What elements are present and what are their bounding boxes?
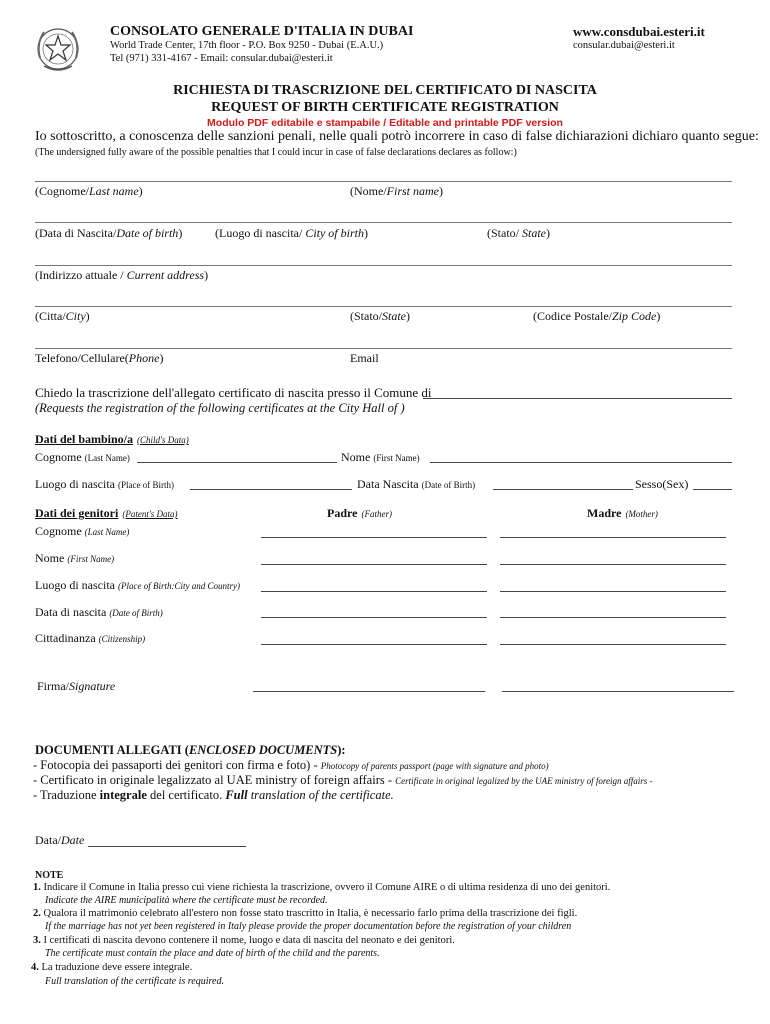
father-firstname-field[interactable]: [261, 564, 487, 565]
child-firstname-label: Nome (First Name): [341, 450, 420, 464]
intro-english: (The undersigned fully aware of the possible penalties that I could incur in case of false declarations declares as follow:): [35, 147, 517, 158]
birth-line[interactable]: [35, 222, 732, 223]
date-label: Data/Date: [35, 833, 85, 847]
child-section-title: Dati del bambino/a (Child's Data): [35, 432, 189, 446]
applicant-address-label: (Indirizzo attuale / Current address): [35, 268, 209, 282]
mother-signature-field[interactable]: [502, 691, 734, 692]
parent-pob-label: Luogo di nascita (Place of Birth:City and Country): [35, 578, 240, 592]
note-4: 4. La traduzione deve essere integrale.: [31, 962, 193, 973]
father-citizenship-field[interactable]: [261, 644, 487, 645]
applicant-phone-label: Telefono/Cellulare(Phone): [35, 351, 164, 365]
consulate-address: World Trade Center, 17th floor - P.O. Box 9250 - Dubai (E.A.U.): [110, 40, 384, 51]
parent-lastname-label: Cognome (Last Name): [35, 524, 130, 538]
note-2: 2. Qualora il matrimonio celebrato all'estero non fosse stato trascritto in Italia, è necessario farlo prima della trascrizione dei figli.: [33, 908, 578, 919]
mother-dob-field[interactable]: [500, 617, 726, 618]
consulate-contact: Tel (971) 331-4167 - Email: consular.dubai@esteri.it: [110, 53, 333, 64]
note-1-english: Indicate the AIRE municipalità where the certificate must be recorded.: [45, 895, 328, 906]
child-sex-field[interactable]: [693, 489, 732, 490]
phone-line[interactable]: [35, 348, 732, 349]
father-column-header: Padre (Father): [327, 506, 392, 520]
city-line[interactable]: [35, 306, 732, 307]
form-version-note: Modulo PDF editabile e stampabile / Editable and printable PDF version: [207, 117, 563, 129]
documents-title: DOCUMENTI ALLEGATI (ENCLOSED DOCUMENTS):: [35, 743, 346, 757]
parent-firstname-label: Nome (First Name): [35, 551, 115, 565]
parent-dob-label: Data di nascita (Date of Birth): [35, 605, 163, 619]
address-line[interactable]: [35, 265, 732, 266]
parents-section-title: Dati dei genitori (Patent's Data): [35, 506, 178, 520]
child-pob-field[interactable]: [190, 489, 352, 490]
italian-emblem-icon: [30, 20, 86, 76]
child-pob-label: Luogo di nascita (Place of Birth): [35, 477, 174, 491]
document-item-passport: - Fotocopia dei passaporti dei genitori con firma e foto) - Photocopy of parents passport (page with signature and photo): [33, 758, 549, 772]
title-english: REQUEST OF BIRTH CERTIFICATE REGISTRATION: [211, 100, 559, 115]
parent-citizenship-label: Cittadinanza (Citizenship): [35, 631, 146, 645]
mother-citizenship-field[interactable]: [500, 644, 726, 645]
note-3-english: The certificate must contain the place and date of birth of the child and the parents.: [45, 948, 380, 959]
consulate-name: CONSOLATO GENERALE D'ITALIA IN DUBAI: [110, 24, 414, 39]
applicant-state-label: (Stato/ State): [487, 226, 550, 240]
document-item-translation: - Traduzione integrale del certificato. Full translation of the certificate.: [33, 788, 394, 802]
applicant-zip-label: (Codice Postale/Zip Code): [533, 309, 661, 323]
notes-title: NOTE: [35, 870, 64, 881]
father-signature-field[interactable]: [253, 691, 485, 692]
signature-label: Firma/Signature: [37, 679, 116, 693]
document-item-certificate: - Certificato in originale legalizzato al UAE ministry of foreign affairs - Certificate in original legalized by the UAE ministry of foreign affairs -: [33, 773, 653, 787]
child-firstname-field[interactable]: [430, 462, 732, 463]
title-italian: RICHIESTA DI TRASCRIZIONE DEL CERTIFICATO DI NASCITA: [173, 83, 597, 98]
lastname-line[interactable]: [35, 181, 732, 182]
request-italian: Chiedo la trascrizione dell'allegato certificato di nascita presso il Comune di: [35, 385, 432, 400]
intro-italian: Io sottoscritto, a conoscenza delle sanzioni penali, nelle quali potrò incorrere in caso di false dichiarazioni dichiaro quanto segue:: [35, 129, 759, 144]
child-dob-field[interactable]: [493, 489, 633, 490]
father-pob-field[interactable]: [261, 591, 487, 592]
child-lastname-label: Cognome (Last Name): [35, 450, 130, 464]
child-sex-label: Sesso(Sex): [635, 477, 689, 491]
child-dob-label: Data Nascita (Date of Birth): [357, 477, 476, 491]
consulate-email[interactable]: consular.dubai@esteri.it: [573, 40, 675, 51]
applicant-pob-label: (Luogo di nascita/ City of birth): [215, 226, 368, 240]
applicant-city-label: (Citta/City): [35, 309, 90, 323]
father-dob-field[interactable]: [261, 617, 487, 618]
mother-lastname-field[interactable]: [500, 537, 726, 538]
note-4-english: Full translation of the certificate is required.: [45, 976, 224, 987]
mother-column-header: Madre (Mother): [587, 506, 658, 520]
applicant-email-label: Email: [350, 351, 379, 365]
applicant-firstname-label: (Nome/First name): [350, 184, 443, 198]
mother-pob-field[interactable]: [500, 591, 726, 592]
note-3: 3. I certificati di nascita devono contenere il nome, luogo e data di nascita del neonato e dei genitori.: [33, 935, 455, 946]
father-lastname-field[interactable]: [261, 537, 487, 538]
request-english: (Requests the registration of the following certificates at the City Hall of ): [35, 401, 405, 415]
note-2-english: If the marriage has not yet been registered in Italy please provide the proper documentation before the registration of your children: [45, 921, 572, 932]
applicant-dob-label: (Data di Nascita/Date of birth): [35, 226, 183, 240]
child-lastname-field[interactable]: [137, 462, 337, 463]
consulate-website[interactable]: www.consdubai.esteri.it: [573, 24, 705, 39]
applicant-lastname-label: (Cognome/Last name): [35, 184, 143, 198]
date-field[interactable]: [88, 846, 246, 847]
applicant-state2-label: (Stato/State): [350, 309, 410, 323]
note-1: 1. Indicare il Comune in Italia presso cui viene richiesta la trascrizione, ovvero il Comune AIRE o di ultima residenza di uno dei genitori.: [33, 882, 611, 893]
city-hall-field[interactable]: [423, 398, 732, 399]
mother-firstname-field[interactable]: [500, 564, 726, 565]
